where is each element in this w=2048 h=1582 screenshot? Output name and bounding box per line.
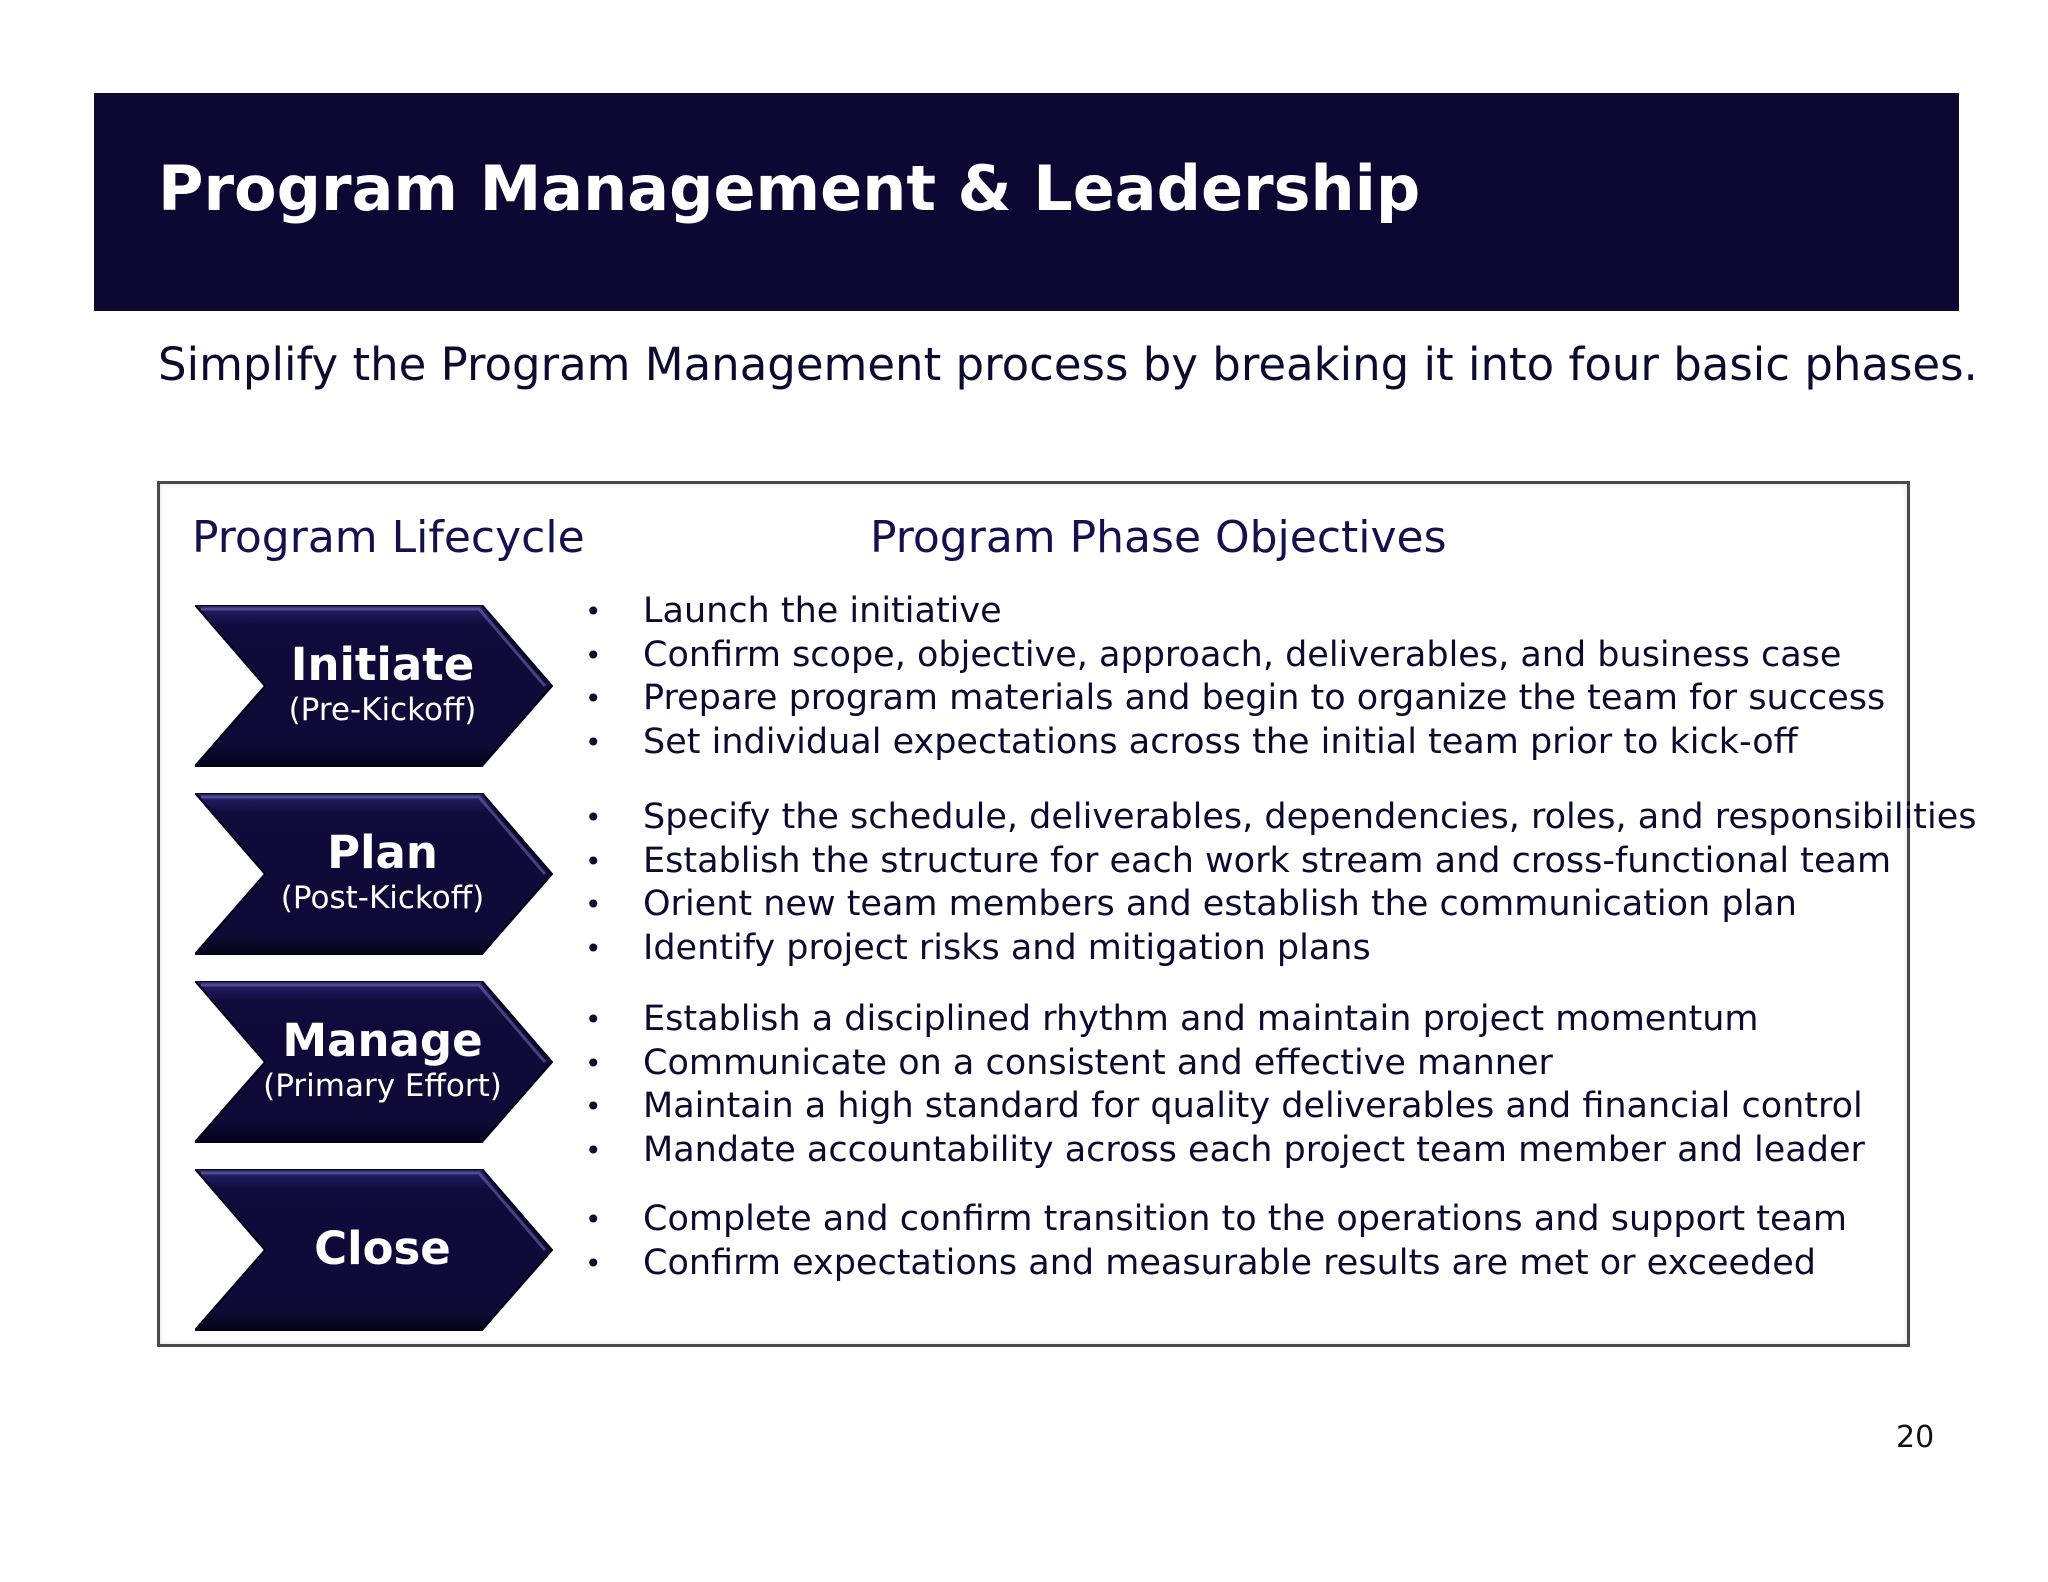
page-number: 20	[1896, 1420, 1935, 1455]
page-title: Program Management & Leadership	[158, 152, 1421, 225]
phase-name: Initiate	[290, 638, 475, 691]
phase-panel	[157, 481, 1977, 1347]
phase-subtitle: (Primary Effort)	[263, 1068, 502, 1104]
list-item: • Establish the structure for each work stream and cross-functional team	[585, 840, 1977, 884]
list-item: • Orient new team members and establish the communication plan	[585, 883, 1977, 927]
phase-subtitle: (Post-Kickoff)	[280, 880, 485, 916]
list-item: • Mandate accountability across each project team member and leader	[585, 1129, 1865, 1173]
list-item: • Identify project risks and mitigation plans	[585, 927, 1977, 971]
chevron-label	[250, 639, 515, 729]
chevron-label	[250, 827, 515, 917]
objectives-list-initiate	[585, 590, 1885, 764]
list-item: • Confirm scope, objective, approach, deliverables, and business case	[585, 634, 1885, 678]
chevron-label	[250, 1015, 515, 1105]
phase-chevron-initiate	[195, 605, 553, 767]
list-item: • Set individual expectations across the initial team prior to kick-off	[585, 721, 1885, 765]
page-subtitle: Simplify the Program Management process by breaking it into four basic phases.	[158, 338, 1978, 391]
title-bar	[94, 93, 1959, 311]
list-item: • Maintain a high standard for quality deliverables and financial control	[585, 1085, 1865, 1129]
lifecycle-heading: Program Lifecycle	[192, 512, 585, 563]
list-item: • Establish a disciplined rhythm and maintain project momentum	[585, 998, 1865, 1042]
phase-chevron-close	[195, 1169, 553, 1331]
phase-name: Close	[314, 1222, 451, 1275]
phase-chevron-manage	[195, 981, 553, 1143]
objectives-heading: Program Phase Objectives	[870, 512, 1447, 563]
chevron-label	[250, 1223, 515, 1275]
objectives-list-plan	[585, 796, 1977, 970]
objectives-list-close	[585, 1198, 1847, 1285]
phase-chevron-plan	[195, 793, 553, 955]
phase-name: Plan	[327, 826, 438, 879]
list-item: • Specify the schedule, deliverables, dependencies, roles, and responsibilities	[585, 796, 1977, 840]
list-item: • Launch the initiative	[585, 590, 1885, 634]
list-item: • Confirm expectations and measurable results are met or exceeded	[585, 1242, 1847, 1286]
objectives-list-manage	[585, 998, 1865, 1172]
list-item: • Complete and confirm transition to the operations and support team	[585, 1198, 1847, 1242]
phase-subtitle: (Pre-Kickoff)	[288, 692, 477, 728]
list-item: • Prepare program materials and begin to organize the team for success	[585, 677, 1885, 721]
list-item: • Communicate on a consistent and effective manner	[585, 1042, 1865, 1086]
phase-name: Manage	[282, 1014, 483, 1067]
